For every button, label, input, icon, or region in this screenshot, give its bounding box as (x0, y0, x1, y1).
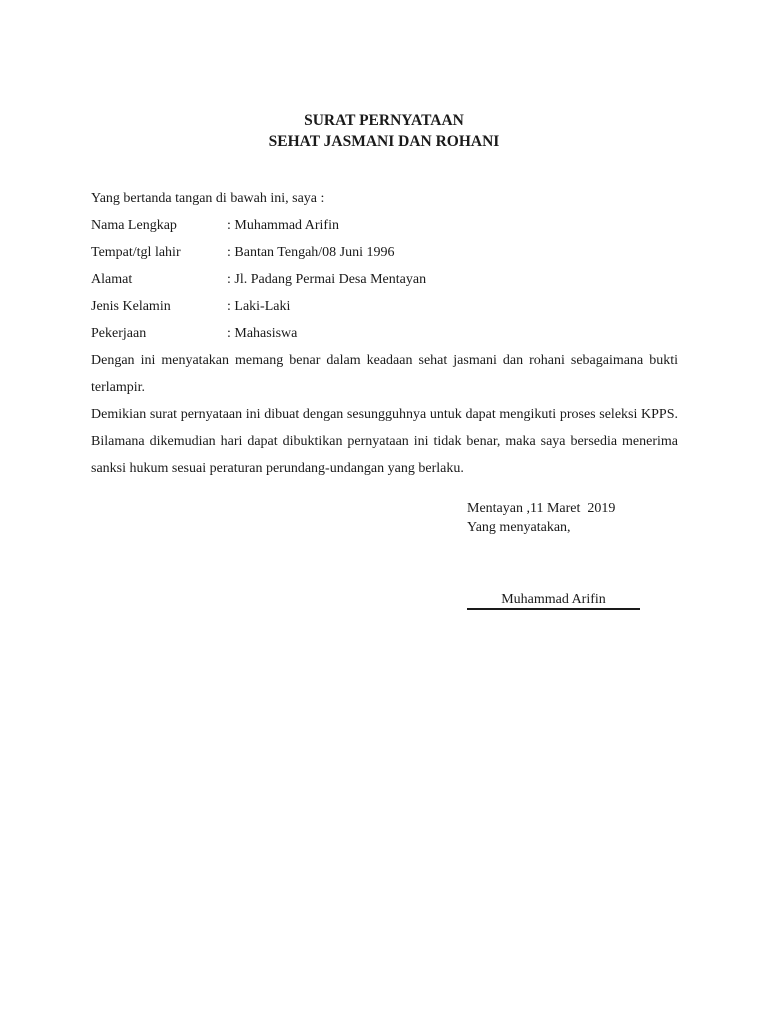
field-row-tempat-tgl-lahir (91, 239, 678, 266)
place-date: Mentayan ,11 Maret 2019 (467, 501, 616, 516)
field-label-tempat-tgl-lahir: Tempat/tgl lahir (91, 245, 181, 260)
document-title (0, 110, 768, 152)
signature-underline (467, 608, 640, 610)
field-label-jenis-kelamin: Jenis Kelamin (91, 299, 171, 314)
document-body (91, 185, 678, 482)
field-value-pekerjaan: : Mahasiswa (227, 326, 298, 341)
field-value-alamat: : Jl. Padang Permai Desa Mentayan (227, 272, 427, 287)
statement-paragraph: Dengan ini menyatakan memang benar dalam keadaan sehat jasmani dan rohani sebagaimana bukti terlampir. (91, 353, 678, 395)
intro-text: Yang bertanda tangan di bawah ini, saya : (91, 191, 325, 206)
field-label-nama: Nama Lengkap (91, 218, 177, 233)
title-line-2: SEHAT JASMANI DAN ROHANI (268, 133, 500, 150)
field-row-nama (91, 212, 678, 239)
title-line-1: SURAT PERNYATAAN (304, 112, 464, 129)
field-value-nama: : Muhammad Arifin (227, 218, 339, 233)
declarant-label: Yang menyatakan, (467, 520, 571, 535)
field-label-alamat: Alamat (91, 272, 133, 287)
closing-paragraph: Demikian surat pernyataan ini dibuat dengan sesungguhnya untuk dapat mengikuti proses seleksi KPPS. Bilamana dikemudian hari dapat dibuktikan pernyataan ini tidak benar, maka saya bersedia menerima sanksi hukum sesuai peraturan perundang-undangan yang berlaku. (91, 407, 678, 476)
signature-block (467, 499, 667, 537)
signature-name: Muhammad Arifin (501, 592, 606, 607)
field-label-pekerjaan: Pekerjaan (91, 326, 147, 341)
field-value-jenis-kelamin: : Laki-Laki (227, 299, 291, 314)
field-value-tempat-tgl-lahir: : Bantan Tengah/08 Juni 1996 (227, 245, 395, 260)
field-row-jenis-kelamin (91, 293, 678, 320)
field-row-alamat (91, 266, 678, 293)
field-row-pekerjaan (91, 320, 678, 347)
